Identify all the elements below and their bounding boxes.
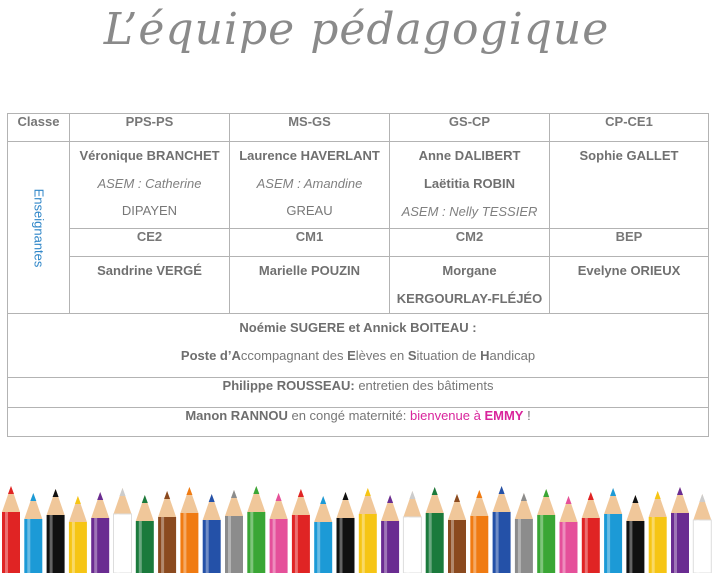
avs-row [8, 314, 709, 378]
teacher-cell [390, 142, 550, 229]
pencil-icon [247, 486, 265, 573]
teacher-name: KERGOURLAY-FLÉJÉO [396, 291, 543, 306]
avs-role-part: ccompagnant des [240, 348, 348, 363]
teacher-row-1 [8, 142, 709, 229]
class-name: GS-CP [390, 114, 550, 142]
teacher-cell [230, 257, 390, 314]
class-name: MS-GS [230, 114, 390, 142]
asem-name: DIPAYEN [121, 203, 178, 218]
pencil-icon [426, 487, 444, 573]
avs-role-initial: S [407, 348, 417, 363]
asem-name: ASEM : Nelly TESSIER [401, 204, 538, 219]
maintenance-role: entretien des bâtiments [354, 378, 494, 393]
pencil-icon [626, 495, 644, 573]
welcome-text: bienvenue à [410, 408, 485, 423]
staff-table [7, 113, 709, 437]
teachers-side-label: Enseignantes [31, 188, 46, 267]
teacher-name: Evelyne ORIEUX [577, 263, 681, 278]
teacher-name: Sandrine VERGÉ [97, 263, 202, 278]
page-title: L’équipe pédagogique [103, 4, 610, 55]
pencil-icon [582, 492, 600, 573]
avs-role-part: ituation de [416, 348, 481, 363]
pencil-icon [493, 486, 511, 573]
asem-name: ASEM : Catherine [97, 176, 202, 191]
pencil-icon [292, 489, 310, 573]
avs-role-part: lèves en [355, 348, 408, 363]
avs-role-initial: E [347, 348, 356, 363]
avs-role-part: Poste d’ [180, 348, 232, 363]
class-name: CE2 [70, 229, 230, 257]
teacher-cell [70, 142, 230, 229]
leave-row [8, 408, 709, 437]
teacher-name: Laëtitia ROBIN [423, 176, 515, 191]
teacher-name: Morgane [442, 263, 497, 278]
pencil-icon [136, 495, 154, 573]
teacher-cell [390, 257, 550, 314]
pencil-icon [203, 494, 221, 573]
leave-end: ! [523, 408, 531, 423]
avs-role-part: andicap [489, 348, 536, 363]
asem-name: GREAU [286, 203, 333, 218]
leave-name: Manon RANNOU [185, 408, 288, 423]
maintenance-row [8, 378, 709, 408]
pencil-icon [2, 486, 20, 573]
pencil-icon [69, 496, 87, 573]
colored-pencils-image [0, 478, 713, 573]
pencil-icon [693, 494, 711, 573]
avs-role-initial: A [231, 348, 241, 363]
teacher-cell [70, 257, 230, 314]
pencil-icon [337, 492, 355, 573]
pencil-icon [158, 491, 176, 573]
maintenance-name: Philippe ROUSSEAU: [222, 378, 355, 393]
class-header-row-1 [8, 114, 709, 142]
avs-cell [8, 314, 709, 378]
pencil-icon [24, 493, 42, 573]
teachers-side-cell [8, 142, 70, 314]
pencil-icon [180, 487, 198, 573]
teacher-cell [550, 257, 709, 314]
avs-role [8, 342, 708, 370]
asem-name: ASEM : Amandine [256, 176, 363, 191]
class-header-row-2 [8, 229, 709, 257]
class-name: CM1 [230, 229, 390, 257]
leave-text: en congé maternité: [287, 408, 410, 423]
pencil-icon [671, 487, 689, 573]
teacher-cell [230, 142, 390, 229]
leave-cell [8, 408, 709, 437]
teacher-row-2 [8, 257, 709, 314]
class-name: PPS-PS [70, 114, 230, 142]
pencil-icon [604, 488, 622, 573]
pencil-icon [270, 493, 288, 573]
teacher-name: Anne DALIBERT [418, 148, 521, 163]
pencil-icon [381, 495, 399, 573]
pencil-icon [359, 488, 377, 573]
pencil-icon [47, 489, 65, 573]
class-name: CP-CE1 [550, 114, 709, 142]
pencil-icon [537, 489, 555, 573]
pencil-icon [114, 488, 132, 573]
pencil-icon [403, 491, 421, 573]
teacher-name: Véronique BRANCHET [79, 148, 220, 163]
classe-label: Classe [8, 114, 70, 142]
avs-names: Noémie SUGERE et Annick BOITEAU : [239, 320, 477, 335]
teacher-name: Sophie GALLET [579, 148, 679, 163]
pencil-icon [515, 493, 533, 573]
baby-name: EMMY [484, 408, 524, 423]
teacher-name: Marielle POUZIN [258, 263, 361, 278]
teacher-name: Laurence HAVERLANT [239, 148, 380, 163]
pencil-icon [470, 490, 488, 573]
pencil-icon [448, 494, 466, 573]
class-name: CM2 [390, 229, 550, 257]
teacher-cell [550, 142, 709, 229]
pencil-icon [649, 491, 667, 573]
class-name: BEP [550, 229, 709, 257]
maintenance-cell [8, 378, 709, 408]
pencil-icon [560, 496, 578, 573]
avs-role-initial: H [480, 348, 490, 363]
pencil-icon [314, 496, 332, 573]
pencil-icon [91, 492, 109, 573]
pencil-icon [225, 490, 243, 573]
